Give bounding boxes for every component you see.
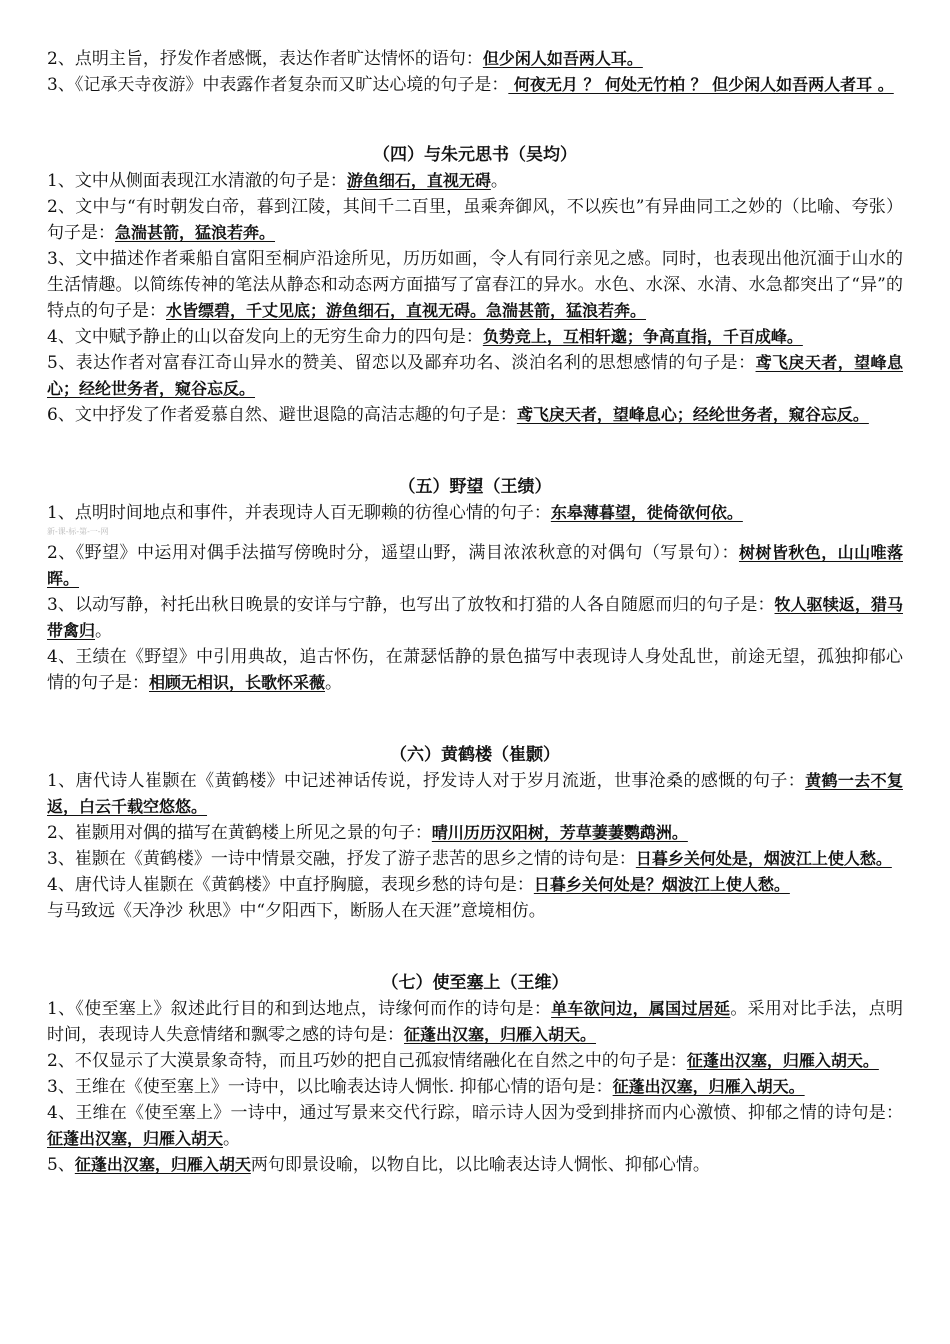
answer: 相顾无相识，长歌怀采薇 <box>149 673 326 692</box>
answer: 东皋薄暮望，徙倚欲何依。 <box>550 503 743 522</box>
answer: 何夜无月 ？ 何处无竹柏 ？ 但少闲人如吾两人者耳 。 <box>508 75 894 94</box>
document-page <box>47 46 903 1178</box>
list-item: 2、不仅显示了大漠景象奇特，而且巧妙的把自己孤寂情绪融化在自然之中的句子是：征蓬出汉塞，归雁入胡天。 <box>47 1051 879 1071</box>
list-item: 1、唐代诗人崔颢在《黄鹤楼》中记述神话传说，抒发诗人对于岁月流逝，世事沧桑的感慨的句子：黄鹤一去不复返，白云千载空悠悠。 <box>47 771 903 816</box>
answer: 单车欲问边，属国过居延 <box>551 999 731 1018</box>
list-item: 3、以动写静，衬托出秋日晚景的安详与宁静，也写出了放牧和打猎的人各自随愿而归的句子是：牧人驱犊返，猎马带禽归。 <box>47 595 903 641</box>
answer: 急湍甚箭，猛浪若奔。 <box>115 223 276 242</box>
section-title-5: （五）野望（王绩） <box>398 477 552 497</box>
list-item: 6、文中抒发了作者爱慕自然、避世退隐的高洁志趣的句子是：鸢飞戾天者，望峰息心；经纶世务者，窥谷忘反。 <box>47 405 869 425</box>
answer: 游鱼细石，直视无碍 <box>346 171 491 190</box>
answer: 鸢飞戾天者，望峰息心；经纶世务者，窥谷忘反。 <box>516 405 869 424</box>
watermark: 新-课-标-第-一-网 <box>47 527 109 536</box>
list-item: 3、崔颢在《黄鹤楼》一诗中情景交融，抒发了游子悲苦的思乡之情的诗句是：日暮乡关何处是，烟波江上使人愁。 <box>47 849 892 869</box>
list-item: 3、文中描述作者乘船自富阳至桐庐沿途所见，历历如画，令人有同行亲见之感。同时，也表现出他沉湎于山水的生活情趣。以简练传神的笔法从静态和动态两方面描写了富春江的异水。水色、水深、水清、水急都突出了“异”的特点的句子是：水皆缥碧，千丈见底；游鱼细石，直视无碍。急湍甚箭，猛浪若奔。 <box>47 249 903 321</box>
list-item: 2、《野望》中运用对偶手法描写傍晚时分，遥望山野，满目浓浓秋意的对偶句（写景句）：树树皆秋色，山山唯落晖。 <box>47 543 903 588</box>
answer: 黄鹤一去不复返，白云千载空悠悠。 <box>47 771 903 816</box>
answer: 征蓬出汉塞，归雁入胡天 <box>47 1129 224 1148</box>
answer: 征蓬出汉塞，归雁入胡天 <box>74 1155 251 1174</box>
section-title-7: （七）使至塞上（王维） <box>381 973 569 993</box>
list-item: 1、点明时间地点和事件，并表现诗人百无聊赖的彷徨心情的句子：东皋薄暮望，徙倚欲何依。 <box>47 503 743 523</box>
answer: 征蓬出汉塞，归雁入胡天。 <box>686 1051 879 1070</box>
list-item: 4、唐代诗人崔颢在《黄鹤楼》中直抒胸臆，表现乡愁的诗句是：日暮乡关何处是？烟波江上使人愁。 与马致远《天净沙 秋思》中“夕阳西下，断肠人在天涯”意境相仿。 <box>47 875 790 921</box>
answer: 日暮乡关何处是？烟波江上使人愁。 <box>533 875 790 894</box>
answer: 但少闲人如吾两人耳。 <box>482 49 643 68</box>
list-item: 3、王维在《使至塞上》一诗中，以比喻表达诗人惆怅. 抑郁心情的语句是：征蓬出汉塞，归雁入胡天。 <box>47 1077 805 1097</box>
list-item: 5、征蓬出汉塞，归雁入胡天两句即景设喻，以物自比，以比喻表达诗人惆怅、抑郁心情。 <box>47 1155 710 1175</box>
answer: 晴川历历汉阳树，芳草萋萋鹦鹉洲。 <box>431 823 688 842</box>
list-item: 2、崔颢用对偶的描写在黄鹤楼上所见之景的句子：晴川历历汉阳树，芳草萋萋鹦鹉洲。 <box>47 823 688 843</box>
section-title-4: （四）与朱元思书（吴均） <box>373 145 577 165</box>
intro-item-1: 2、点明主旨，抒发作者感慨，表达作者旷达情怀的语句：但少闲人如吾两人耳。 <box>47 49 643 69</box>
list-item: 1、文中从侧面表现江水清澈的句子是：游鱼细石，直视无碍。 <box>47 171 508 191</box>
answer: 树树皆秋色，山山唯落晖。 <box>47 543 903 588</box>
list-item: 1、《使至塞上》叙述此行目的和到达地点，诗缘何而作的诗句是：单车欲问边，属国过居延。采用对比手法，点明时间，表现诗人失意情绪和飘零之感的诗句是：征蓬出汉塞，归雁入胡天。 <box>47 999 903 1045</box>
list-item: 4、文中赋予静止的山以奋发向上的无穷生命力的四句是：负势竞上，互相轩邈；争高直指，千百成峰。 <box>47 327 803 347</box>
list-item: 2、文中与“有时朝发白帝，暮到江陵，其间千二百里，虽乘奔御风，不以疾也”有异曲同工之妙的（比喻、夸张）句子是：急湍甚箭，猛浪若奔。 <box>47 197 903 243</box>
answer: 负势竞上，互相轩邈；争高直指，千百成峰。 <box>482 327 803 346</box>
answer: 征蓬出汉塞，归雁入胡天。 <box>404 1025 597 1044</box>
section-title-6: （六）黄鹤楼（崔颢） <box>390 745 560 765</box>
answer: 征蓬出汉塞，归雁入胡天。 <box>612 1077 805 1096</box>
intro-item-2: 3、《记承天寺夜游》中表露作者复杂而又旷达心境的句子是： 何夜无月 ？ 何处无竹柏 ？ 但少闲人如吾两人者耳 。 <box>47 75 894 95</box>
list-item: 4、王维在《使至塞上》一诗中，通过写景来交代行踪，暗示诗人因为受到排挤而内心激愤、抑郁之情的诗句是：征蓬出汉塞，归雁入胡天。 <box>47 1103 903 1149</box>
answer: 水皆缥碧，千丈见底；游鱼细石，直视无碍。急湍甚箭，猛浪若奔。 <box>166 301 647 320</box>
list-item: 4、王绩在《野望》中引用典故，追古怀伤，在萧瑟恬静的景色描写中表现诗人身处乱世，前途无望，孤独抑郁心情的句子是：相顾无相识，长歌怀采薇。 <box>47 647 903 693</box>
answer: 鸢飞戾天者，望峰息心；经纶世务者，窥谷忘反。 <box>47 353 903 398</box>
list-item: 5、表达作者对富春江奇山异水的赞美、留恋以及鄙弃功名、淡泊名利的思想感情的句子是：鸢飞戾天者，望峰息心；经纶世务者，窥谷忘反。 <box>47 353 903 398</box>
answer: 日暮乡关何处是，烟波江上使人愁。 <box>635 849 892 868</box>
answer: 牧人驱犊返，猎马带禽归 <box>47 595 903 640</box>
